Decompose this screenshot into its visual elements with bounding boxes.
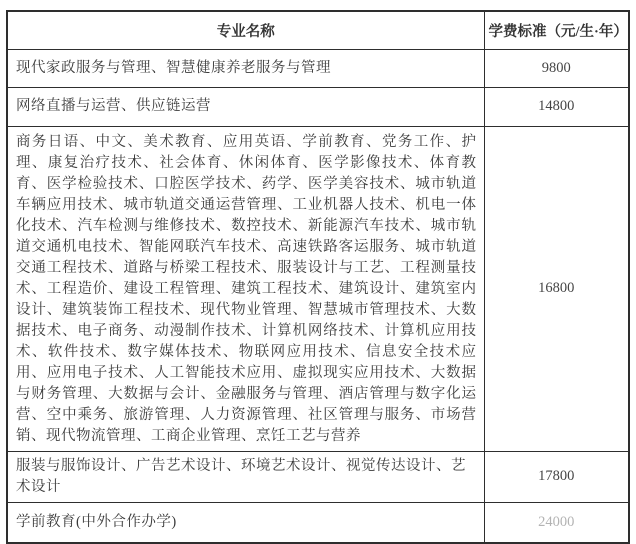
major-cell: 商务日语、中文、美术教育、应用英语、学前教育、党务工作、护理、康复治疗技术、社会体育、休闲体育、医学影像技术、体育教育、医学检验技术、口腔医学技术、药学、医学美容技术、城市轨道车辆应用技术、城市轨道交通运营管理、工业机器人技术、机电一体化技术、汽车检测与维修技术、数控技术、新能源汽车技术、城市轨道交通机电技术、智能网联汽车技术、高速铁路客运服务、城市轨道交通工程技术、道路与桥梁工程技术、服装设计与工艺、工程测量技术、工程造价、建设工程管理、建筑工程技术、建筑设计、建筑室内设计、建筑装饰工程技术、现代物业管理、智慧城市管理技术、大数据技术、电子商务、动漫制作技术、计算机网络技术、计算机应用技术、软件技术、数字媒体技术、物联网应用技术、信息安全技术应用、应用电子技术、人工智能技术应用、虚拟现实应用技术、大数据与财务管理、大数据与会计、金融服务与管理、酒店管理与数字化运营、空中乘务、旅游管理、人力资源管理、社区管理与服务、市场营销、现代物流管理、工商企业管理、烹饪工艺与营养 (7, 126, 484, 451)
tuition-fee-table (6, 10, 630, 544)
fee-cell: 9800 (484, 49, 629, 87)
table-row (7, 502, 629, 543)
table-row (7, 126, 629, 451)
table-row (7, 49, 629, 87)
table-row (7, 451, 629, 502)
fee-cell: 17800 (484, 451, 629, 502)
fee-cell: 24000 (484, 502, 629, 543)
fee-column-header: 学费标准（元/生·年） (484, 11, 629, 49)
table-header-row (7, 11, 629, 49)
major-cell: 现代家政服务与管理、智慧健康养老服务与管理 (7, 49, 484, 87)
table-row (7, 87, 629, 126)
fee-cell: 14800 (484, 87, 629, 126)
major-column-header: 专业名称 (7, 11, 484, 49)
fee-cell: 16800 (484, 126, 629, 451)
major-cell: 服装与服饰设计、广告艺术设计、环境艺术设计、视觉传达设计、艺术设计 (7, 451, 484, 502)
major-cell: 网络直播与运营、供应链运营 (7, 87, 484, 126)
major-cell: 学前教育(中外合作办学) (7, 502, 484, 543)
